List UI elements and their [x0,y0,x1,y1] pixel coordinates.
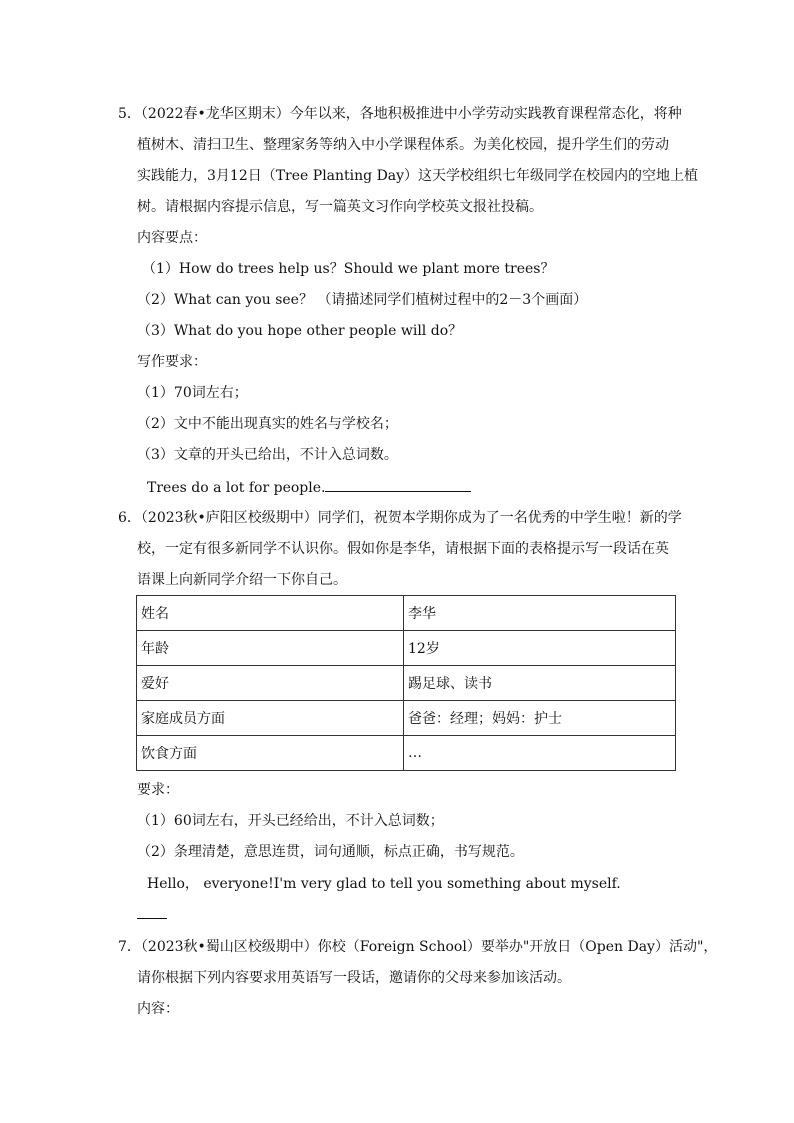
q5-content-heading: 内容要点： [137,230,207,246]
q5-req-3: （3）文章的开头已给出，不计入总词数。 [137,447,398,463]
q6-info-table [136,595,676,771]
q7-content-heading: 内容： [137,1001,179,1017]
q6-line-2: 校，一定有很多新同学不认识你。假如你是李华，请根据下面的表格提示写一段话在英 [137,541,669,557]
q6-answer-blank[interactable] [137,918,167,919]
q7-line-2: 请你根据下列内容要求用英语写一段话，邀请你的父母来参加该活动。 [137,970,571,986]
q5-line-1: 5．（2022春•龙华区期末）今年以来，各地积极推进中小学劳动实践教育课程常态化，将种 [118,106,682,122]
q5-req-heading: 写作要求： [137,354,207,370]
q5-req-2: （2）文中不能出现真实的姓名与学校名； [137,416,398,432]
table-row [137,596,676,631]
table-cell-label: 姓名 [137,596,404,631]
q7-line-1: 7．（2023秋•蜀山区校级期中）你校（Foreign School）要举办"开放日（Open Day）活动"， [118,939,718,955]
table-cell-label: 家庭成员方面 [137,701,404,736]
q6-req-2: （2）条理清楚，意思连贯，词句通顺，标点正确，书写规范。 [137,844,524,860]
table-row [137,631,676,666]
table-cell-value: 爸爸：经理；妈妈：护士 [404,701,676,736]
q5-starter-text: Trees do a lot for people. [147,480,326,496]
q6-req-heading: 要求： [137,782,179,798]
q5-point-2: （2）What can you see？ （请描述同学们植树过程中的2－3个画面） [137,292,588,308]
table-cell-value: 12岁 [404,631,676,666]
q5-line-3: 实践能力，3月12日（Tree Planting Day）这天学校组织七年级同学在校园内的空地上植 [137,168,699,184]
table-row [137,736,676,771]
q5-line-4: 树。请根据内容提示信息，写一篇英文习作向学校英文报社投稿。 [137,199,543,215]
table-row [137,701,676,736]
q5-line-2: 植树木、清扫卫生、整理家务等纳入中小学课程体系。为美化校园，提升学生们的劳动 [137,137,669,153]
q5-answer-blank[interactable] [325,477,471,492]
q5-point-3: （3）What do you hope other people will do？ [137,323,463,339]
q6-line-1: 6．（2023秋•庐阳区校级期中）同学们，祝贺本学期你成为了一名优秀的中学生啦！新的学 [118,510,682,526]
table-row [137,666,676,701]
q6-req-1: （1）60词左右，开头已经给出，不计入总词数； [137,813,444,829]
q5-starter [147,477,471,498]
q5-req-1: （1）70词左右； [137,385,248,401]
q6-starter: Hello， everyone!I'm very glad to tell you something about myself. [147,876,621,892]
q6-line-3: 语课上向新同学介绍一下你自己。 [137,572,347,588]
table-cell-label: 年龄 [137,631,404,666]
table-cell-label: 爱好 [137,666,404,701]
table-cell-value: … [404,736,676,771]
table-cell-label: 饮食方面 [137,736,404,771]
q5-point-1: （1）How do trees help us？Should we plant more trees？ [142,261,555,277]
table-cell-value: 李华 [404,596,676,631]
table-cell-value: 踢足球、读书 [404,666,676,701]
